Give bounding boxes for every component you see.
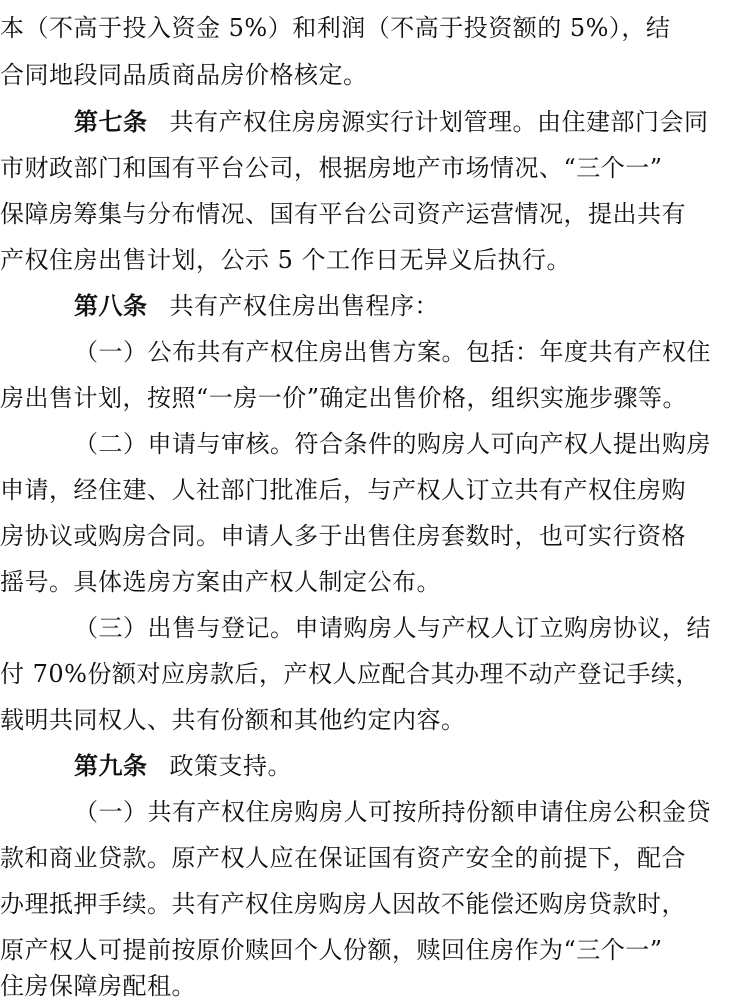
line-text: 房出售计划，按照“一房一价”确定出售价格，组织实施步骤等。: [0, 384, 688, 412]
line-text: 市财政部门和国有平台公司，根据房地产市场情况、“三个一”: [0, 154, 663, 182]
text-line: [0, 562, 750, 602]
text-line: [0, 55, 750, 95]
text-line: [0, 148, 750, 188]
line-text: 办理抵押手续。共有产权住房购房人因故不能偿还购房贷款时，: [0, 890, 686, 918]
line-text: 原产权人可提前按原价赎回个人份额，赎回住房作为“三个一”: [0, 936, 663, 964]
article-9-label: 第九条: [74, 752, 148, 780]
line-text: 款和商业贷款。原产权人应在保证国有资产安全的前提下，配合: [0, 844, 686, 872]
text-line: [0, 378, 750, 418]
line-text: 申请，经住建、人社部门批准后，与产权人订立共有产权住房购: [0, 476, 686, 504]
line-text: 合同地段同品质商品房价格核定。: [0, 61, 368, 89]
article-7-label: 第七条: [74, 108, 148, 136]
line-text: 产权住房出售计划，公示 5 个工作日无异义后执行。: [0, 246, 572, 274]
text-line: [0, 966, 750, 1006]
text-line: [0, 930, 750, 970]
text-line: [74, 424, 750, 464]
text-line: [0, 470, 750, 510]
text-line: [0, 700, 750, 740]
line-text: 共有产权住房房源实行计划管理。由住建部门会同: [169, 108, 709, 136]
line-text: 共有产权住房出售程序：: [169, 292, 439, 320]
line-text: 载明共同权人、共有份额和其他约定内容。: [0, 706, 466, 734]
text-line: [0, 838, 750, 878]
text-line: [0, 194, 750, 234]
text-line: [0, 8, 750, 48]
article-9-heading-line: [74, 746, 750, 786]
text-line: [0, 654, 750, 694]
line-text: （一）共有产权住房购房人可按所持份额申请住房公积金贷: [74, 798, 711, 826]
line-text: 房协议或购房合同。申请人多于出售住房套数时，也可实行资格: [0, 522, 686, 550]
text-line: [0, 884, 750, 924]
article-8-label: 第八条: [74, 292, 148, 320]
line-text: 摇号。具体选房方案由产权人制定公布。: [0, 568, 441, 596]
line-text: 本（不高于投入资金 5%）和利润（不高于投资额的 5%），结: [0, 14, 671, 42]
line-text: 政策支持。: [169, 752, 292, 780]
article-7-heading-line: [74, 102, 750, 142]
line-text: 保障房筹集与分布情况、国有平台公司资产运营情况，提出共有: [0, 200, 686, 228]
line-text: （二）申请与审核。符合条件的购房人可向产权人提出购房: [74, 430, 711, 458]
line-text: 住房保障房配租。: [0, 972, 196, 1000]
text-line: [74, 792, 750, 832]
line-text: （一）公布共有产权住房出售方案。包括：年度共有产权住: [74, 338, 711, 366]
article-8-heading-line: [74, 286, 750, 326]
line-text: 付 70%份额对应房款后，产权人应配合其办理不动产登记手续，: [0, 660, 700, 688]
line-text: （三）出售与登记。申请购房人与产权人订立购房协议，结: [74, 614, 711, 642]
text-line: [0, 516, 750, 556]
text-line: [74, 332, 750, 372]
text-line: [0, 240, 750, 280]
text-line: [74, 608, 750, 648]
